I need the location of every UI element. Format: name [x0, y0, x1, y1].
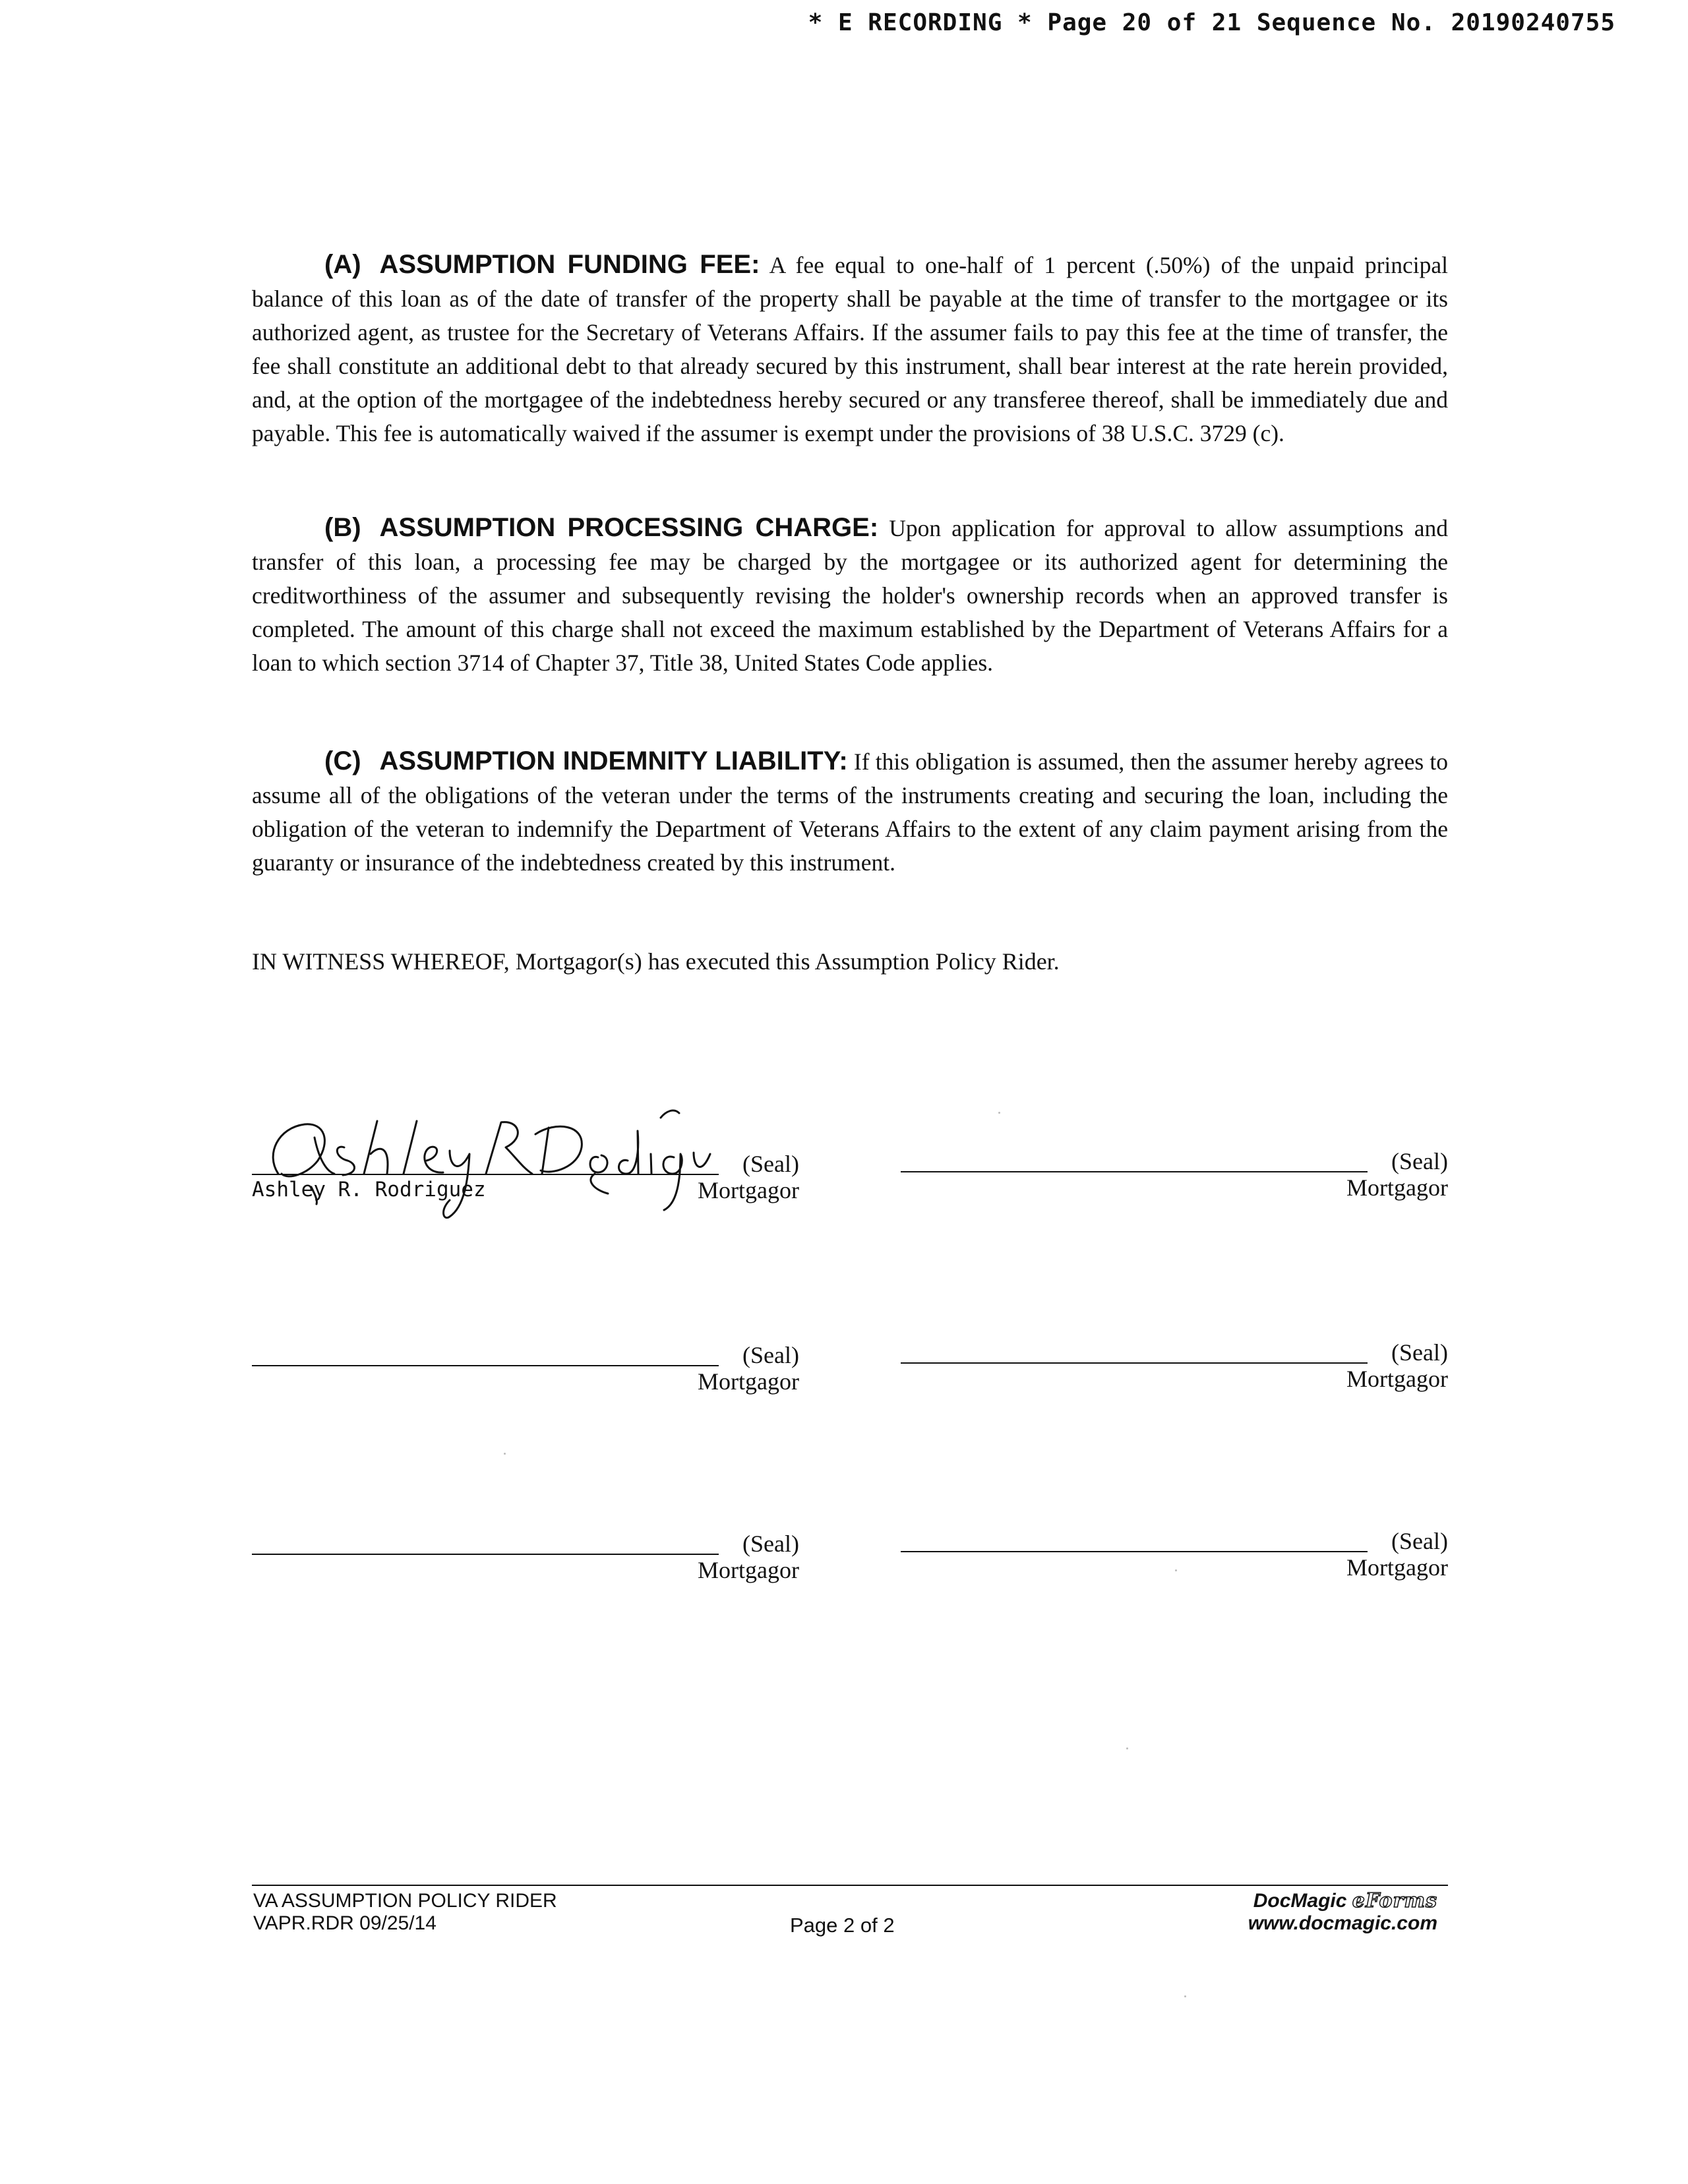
section-a-title: ASSUMPTION FUNDING FEE:	[379, 250, 760, 279]
signature-line	[901, 1362, 1368, 1364]
mortgagor-label: Mortgagor	[1346, 1174, 1448, 1201]
section-a-body: A fee equal to one-half of 1 percent (.50%) of the unpaid principal balance of this loan as of the date of transfer of the property shall be payable at the time of transfer to the mortgagee or its authorized agent, as trustee for the Secretary of Veterans Affairs. If the assumer fails to pay this fee at the time of transfer, the fee shall constitute an additional debt to that already secured by this instrument, shall bear interest at the rate herein provided, and, at the option of the mortgagee of the indebtedness hereby secured or any transferee thereof, shall be immediately due and payable. This fee is automatically waived if the assumer is exempt under the provisions of 38 U.S.C. 3729 (c).	[252, 252, 1448, 446]
scan-speck	[998, 1112, 1000, 1114]
section-b-letter: (B)	[324, 513, 361, 542]
seal-label: (Seal)	[1391, 1148, 1448, 1174]
brand-name: DocMagic	[1253, 1890, 1347, 1912]
scan-speck	[504, 1453, 506, 1455]
witness-statement: IN WITNESS WHEREOF, Mortgagor(s) has executed this Assumption Policy Rider.	[252, 948, 1060, 975]
section-assumption-funding-fee	[252, 248, 1448, 450]
brand-website: www.docmagic.com	[1248, 1912, 1437, 1934]
mortgagor-label: Mortgagor	[1346, 1554, 1448, 1581]
mortgagor-label: Mortgagor	[698, 1557, 799, 1583]
mortgagor-label: Mortgagor	[698, 1177, 799, 1203]
seal-label: (Seal)	[742, 1531, 799, 1557]
scan-speck	[1126, 1747, 1128, 1749]
signature-block-3	[252, 1339, 799, 1405]
section-c-heading	[324, 746, 848, 775]
seal-label: (Seal)	[1391, 1339, 1448, 1366]
scan-speck	[1184, 1995, 1186, 1997]
footer-form-info	[253, 1890, 557, 1935]
seal-label: (Seal)	[1391, 1528, 1448, 1554]
footer-form-code: VAPR.RDR 09/25/14	[253, 1912, 437, 1934]
section-c-letter: (C)	[324, 746, 361, 775]
signature-line	[252, 1174, 719, 1175]
signature-line	[252, 1365, 719, 1366]
scan-speck	[1175, 1569, 1177, 1571]
signature-block-6	[901, 1525, 1448, 1591]
seal-label: (Seal)	[742, 1151, 799, 1177]
footer-divider	[252, 1885, 1448, 1886]
recording-header: * E RECORDING * Page 20 of 21 Sequence No. 20190240755	[808, 9, 1615, 36]
seal-label: (Seal)	[742, 1342, 799, 1368]
signature-block-4	[901, 1336, 1448, 1402]
section-a-letter: (A)	[324, 250, 361, 279]
section-assumption-indemnity-liability	[252, 744, 1448, 880]
printed-signer-name: Ashley R. Rodriguez	[252, 1178, 486, 1201]
signature-line	[901, 1551, 1368, 1552]
signature-block-1	[252, 1147, 799, 1213]
signature-block-2	[901, 1145, 1448, 1211]
section-b-heading	[324, 513, 878, 542]
handwritten-signature	[252, 1075, 713, 1233]
footer-brand	[1248, 1890, 1437, 1935]
signature-line	[252, 1554, 719, 1555]
footer-page-number: Page 2 of 2	[790, 1914, 895, 1937]
mortgagor-label: Mortgagor	[1346, 1366, 1448, 1392]
section-assumption-processing-charge	[252, 511, 1448, 680]
section-a-heading	[324, 250, 760, 279]
section-c-title: ASSUMPTION INDEMNITY LIABILITY:	[379, 746, 848, 775]
signature-block-5	[252, 1527, 799, 1593]
brand-eforms-logo: eForms	[1352, 1889, 1437, 1912]
section-b-body: Upon application for approval to allow assumptions and transfer of this loan, a processing fee may be charged by the mortgagee or its authorized agent for determining the creditworthiness of the assumer and subsequently revising the holder's ownership records when an approved transfer is completed. The amount of this charge shall not exceed the maximum established by the Department of Veterans Affairs for a loan to which section 3714 of Chapter 37, Title 38, United States Code applies.	[252, 515, 1448, 676]
footer-form-title: VA ASSUMPTION POLICY RIDER	[253, 1890, 557, 1912]
signature-line	[901, 1171, 1368, 1172]
brand-logo	[1248, 1890, 1437, 1912]
mortgagor-label: Mortgagor	[698, 1368, 799, 1395]
section-b-title: ASSUMPTION PROCESSING CHARGE:	[379, 513, 879, 542]
section-c-body: If this obligation is assumed, then the assumer hereby agrees to assume all of the obligations of the veteran under the terms of the instruments creating and securing the loan, including the obligation of the veteran to indemnify the Department of Veterans Affairs to the extent of any claim payment arising from the guaranty or insurance of the indebtedness created by this instrument.	[252, 748, 1448, 876]
